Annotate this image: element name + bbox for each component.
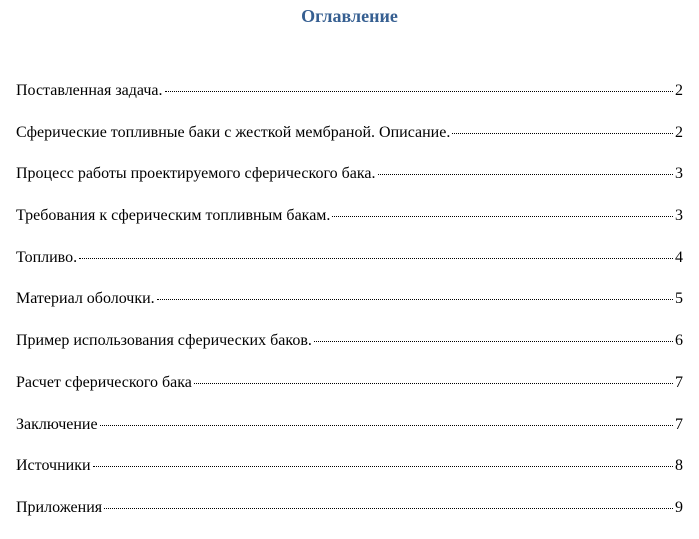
toc-entry[interactable] — [16, 205, 683, 247]
toc-entry[interactable] — [16, 247, 683, 289]
toc-entry-page: 8 — [675, 457, 683, 475]
toc-entry-text: Требования к сферическим топливным бакам. — [16, 207, 331, 225]
toc-entry[interactable] — [16, 497, 683, 539]
toc-entry-text: Источники — [16, 457, 91, 475]
toc-entry[interactable] — [16, 288, 683, 330]
toc-dot-leader — [165, 91, 673, 92]
toc-entry-text: Расчет сферического бака — [16, 373, 192, 391]
toc-entry-page: 9 — [675, 498, 683, 516]
toc-entry-page: 6 — [675, 332, 683, 350]
toc-entry-page: 7 — [675, 373, 683, 391]
toc-entry[interactable] — [16, 80, 683, 122]
toc-entry-text: Заключение — [16, 415, 98, 433]
toc-entry-page: 3 — [675, 165, 683, 183]
toc-entry-text: Топливо. — [16, 248, 78, 266]
toc-list — [16, 80, 683, 539]
toc-dot-leader — [194, 383, 673, 384]
toc-entry-page: 2 — [675, 82, 683, 99]
toc-entry-page: 4 — [675, 248, 683, 266]
toc-entry[interactable] — [16, 163, 683, 205]
toc-entry-text: Поставленная задача. — [16, 82, 163, 99]
toc-entry[interactable] — [16, 330, 683, 372]
toc-entry[interactable] — [16, 372, 683, 414]
toc-dot-leader — [332, 216, 673, 217]
toc-entry[interactable] — [16, 122, 683, 164]
toc-entry[interactable] — [16, 414, 683, 456]
toc-entry-text: Материал оболочки. — [16, 290, 155, 308]
toc-entry-text: Приложения — [16, 498, 103, 516]
toc-entry-page: 5 — [675, 290, 683, 308]
toc-dot-leader — [378, 174, 673, 175]
toc-dot-leader — [104, 508, 673, 509]
toc-dot-leader — [79, 258, 673, 259]
toc-entry[interactable] — [16, 455, 683, 497]
toc-entry-page: 3 — [675, 207, 683, 225]
toc-entry-text: Сферические топливные баки с жесткой мембраной. Описание. — [16, 123, 451, 141]
toc-dot-leader — [314, 341, 673, 342]
toc-dot-leader — [100, 425, 673, 426]
toc-dot-leader — [452, 133, 673, 134]
toc-entry-text: Процесс работы проектируемого сферического бака. — [16, 165, 376, 183]
toc-entry-text: Пример использования сферических баков. — [16, 332, 312, 350]
toc-dot-leader — [157, 299, 673, 300]
toc-entry-page: 7 — [675, 415, 683, 433]
toc-dot-leader — [93, 466, 673, 467]
toc-title: Оглавление — [301, 6, 398, 26]
toc-entry-page: 2 — [675, 123, 683, 141]
